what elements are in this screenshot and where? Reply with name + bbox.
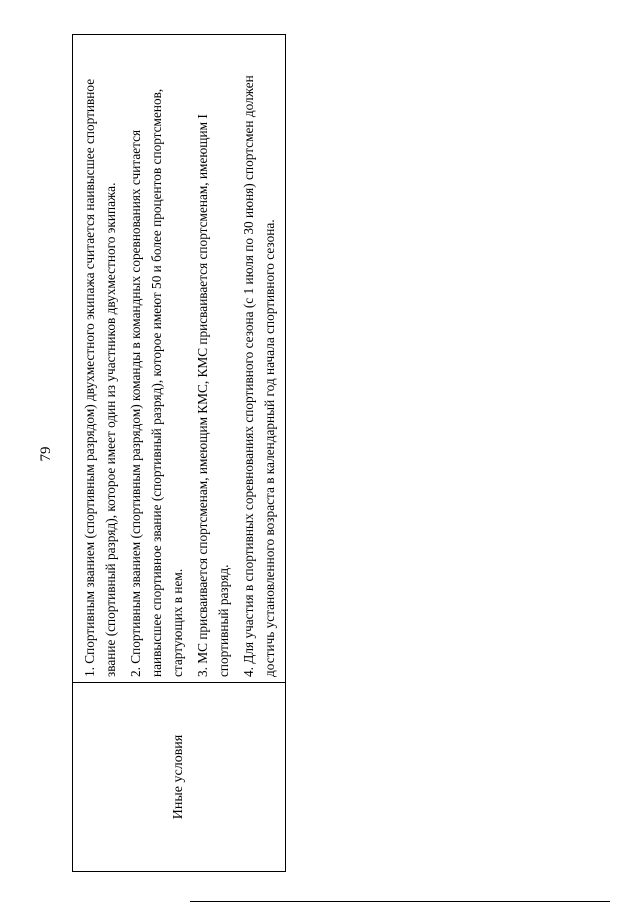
condition-4-line-1: 4. Для участия в спортивных соревнованиях спортивного сезона (с 1 июля по 30 июня) спортсмен должен	[241, 75, 256, 677]
condition-2-line-1: 2. Спортивным званием (спортивным разрядом) команды в командных соревнованиях считается	[128, 129, 143, 677]
page-number: 79	[38, 446, 54, 462]
rotated-page	[20, 34, 620, 874]
condition-3-line-2: спортивный разряд.	[216, 564, 231, 677]
condition-1-line-2: звание (спортивный разряд), которое имеет один из участников двухместного экипажа.	[103, 182, 118, 677]
condition-item-4	[238, 41, 280, 677]
condition-item-2	[125, 41, 188, 677]
condition-2-line-2: наивысшее спортивное звание (спортивный разряд), которое имеют 50 и более процентов спортсменов,	[149, 88, 164, 677]
content-cell	[73, 35, 285, 682]
label-text: Иные условия	[171, 734, 186, 820]
condition-3-line-1: 3. МС присваивается спортсменам, имеющим КМС, КМС присваивается спортсменам, имеющим I	[195, 114, 210, 677]
conditions-table	[72, 34, 286, 872]
condition-item-1	[79, 41, 121, 677]
condition-1-line-1: 1. Спортивным званием (спортивным разрядом) двухместного экипажа считается наивысшее спортивное	[82, 78, 97, 677]
condition-item-3	[192, 41, 234, 677]
condition-2-line-3: стартующих в нем.	[170, 568, 185, 677]
condition-4-line-2: достичь установленного возраста в календарный год начала спортивного сезона.	[262, 219, 277, 677]
page-edge-line	[190, 901, 610, 902]
label-cell	[73, 682, 285, 871]
